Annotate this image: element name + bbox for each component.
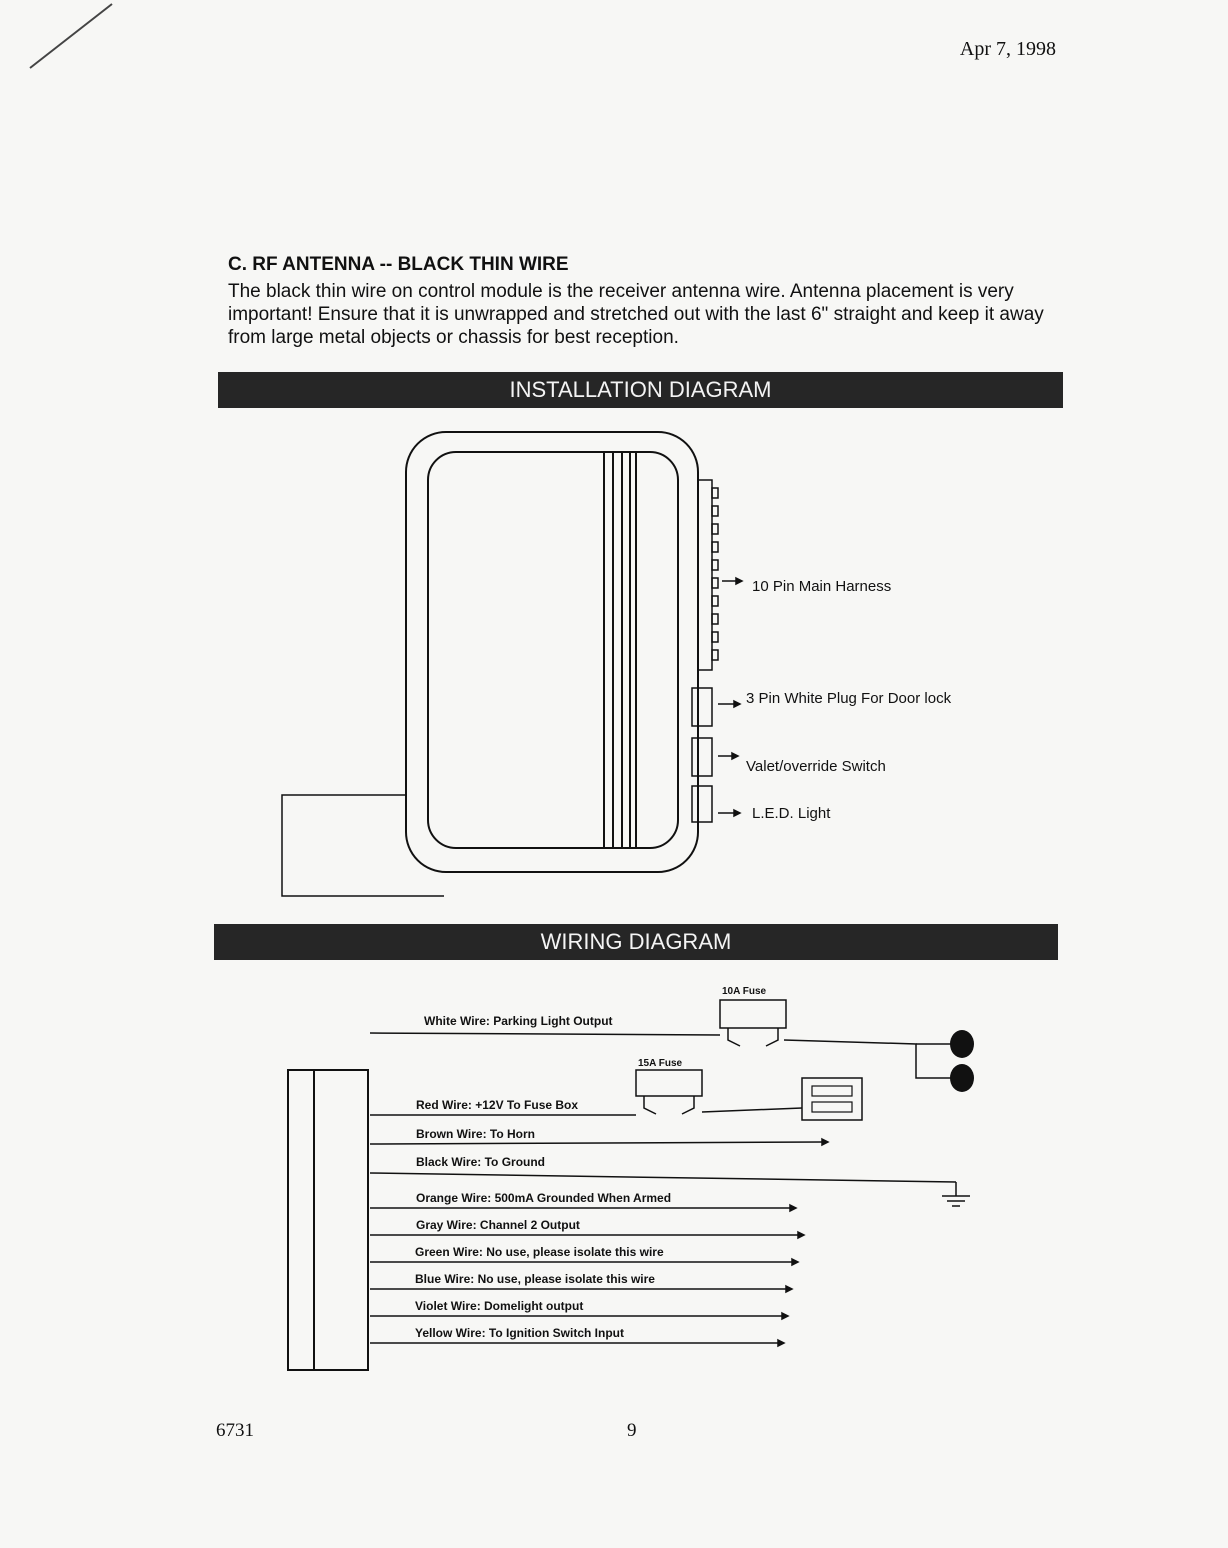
fuse-box [802,1078,862,1120]
connector-label-valet-switch: Valet/override Switch [746,758,886,775]
wire-label-orange: Orange Wire: 500mA Grounded When Armed [416,1191,672,1205]
connector-label-door-lock: 3 Pin White Plug For Door lock [746,690,952,707]
wiring-module [288,1070,368,1370]
wire-label-white: White Wire: Parking Light Output [424,1014,613,1028]
section-body: The black thin wire on control module is the receiver antenna wire. Antenna placement is very important! Ensure that it is unwrapped and stretched out with the last 6" straight and keep it away from large metal objects or chassis for best reception. [228,281,1044,348]
fuse-label-10a: 10A Fuse [722,986,767,997]
footer-page-number: 9 [627,1420,637,1441]
section-heading: C. RF ANTENNA -- BLACK THIN WIRE [228,254,569,275]
wire-label-red: Red Wire: +12V To Fuse Box [416,1098,579,1112]
wire-label-yellow: Yellow Wire: To Ignition Switch Input [415,1326,624,1340]
wire-label-green: Green Wire: No use, please isolate this wire [415,1245,664,1259]
connector-label-led: L.E.D. Light [752,805,831,822]
wire-label-violet: Violet Wire: Domelight output [415,1299,584,1313]
fuse-10a [720,1000,786,1028]
wire-label-brown: Brown Wire: To Horn [416,1127,535,1141]
wire-label-gray: Gray Wire: Channel 2 Output [416,1218,580,1232]
fuse-label-15a: 15A Fuse [638,1058,683,1069]
connector-label-main-harness: 10 Pin Main Harness [752,578,892,595]
wire-label-black: Black Wire: To Ground [416,1155,546,1169]
wire-label-blue: Blue Wire: No use, please isolate this wire [415,1272,655,1286]
page-date: Apr 7, 1998 [959,38,1056,60]
fuse-15a [636,1070,702,1096]
wiring-diagram-title: WIRING DIAGRAM [214,924,1058,960]
installation-diagram-title: INSTALLATION DIAGRAM [218,372,1063,408]
parking-light-icon [950,1030,974,1092]
footer-model-number: 6731 [216,1420,254,1441]
